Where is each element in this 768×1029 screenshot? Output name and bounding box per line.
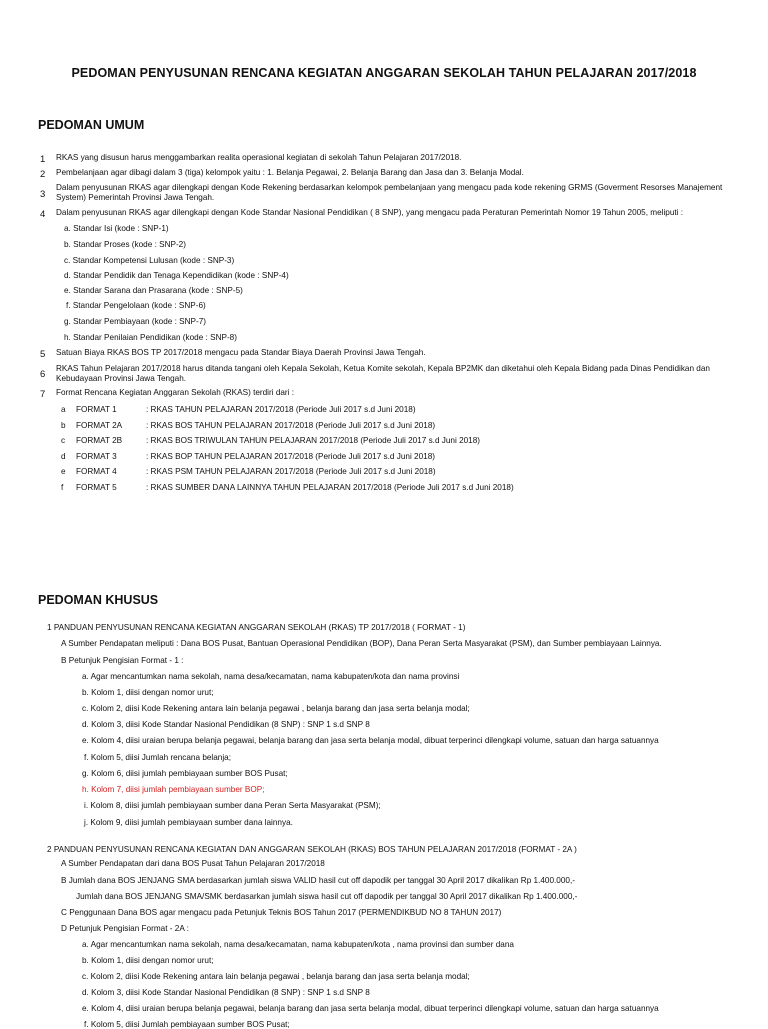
- panduan-point: C Penggunaan Dana BOS agar mengacu pada Petunjuk Teknis BOS Tahun 2017 (PERMENDIKBUD NO 8 TAHUN 2017): [61, 908, 502, 917]
- item-text: RKAS yang disusun harus menggambarkan realita operasional kegiatan di sekolah Tahun Pelajaran 2017/2018.: [56, 153, 462, 162]
- format-name: FORMAT 2B: [76, 436, 123, 445]
- page-title: PEDOMAN PENYUSUNAN RENCANA KEGIATAN ANGGARAN SEKOLAH TAHUN PELAJARAN 2017/2018: [71, 66, 697, 80]
- format-letter: e: [61, 467, 66, 476]
- item-text: Pembelanjaan agar dibagi dalam 3 (tiga) kelompok yaitu : 1. Belanja Pegawai, 2. Belanja Barang dan Jasa dan 3. Belanja Modal.: [56, 168, 524, 177]
- step-item: a. Agar mencantumkan nama sekolah, nama desa/kecamatan, nama kabupaten/kota dan nama provinsi: [82, 672, 460, 681]
- format-name: FORMAT 3: [76, 452, 117, 461]
- item-number: 2: [40, 169, 46, 180]
- snp-item: a. Standar Isi (kode : SNP-1): [64, 224, 169, 233]
- step-item: i. Kolom 8, diisi jumlah pembiayaan sumber dana Peran Serta Masyarakat (PSM);: [84, 801, 381, 810]
- item-number: 7: [40, 389, 46, 400]
- panduan-point: A Sumber Pendapatan dari dana BOS Pusat Tahun Pelajaran 2017/2018: [61, 859, 325, 868]
- format-letter: c: [61, 436, 66, 445]
- snp-item: g. Standar Pembiayaan (kode : SNP-7): [64, 317, 206, 326]
- section-heading-umum: PEDOMAN UMUM: [38, 118, 145, 132]
- step-item: f. Kolom 5, diisi Jumlah rencana belanja;: [84, 753, 231, 762]
- panduan-point: D Petunjuk Pengisian Format - 2A :: [61, 924, 189, 933]
- step-item: b. Kolom 1, diisi dengan nomor urut;: [82, 956, 214, 965]
- panduan-point: B Petunjuk Pengisian Format - 1 :: [61, 656, 184, 665]
- snp-item: h. Standar Penilaian Pendidikan (kode : SNP-8): [64, 333, 237, 342]
- format-desc: : RKAS TAHUN PELAJARAN 2017/2018 (Periode Juli 2017 s.d Juni 2018): [146, 405, 416, 414]
- format-desc: : RKAS BOS TRIWULAN TAHUN PELAJARAN 2017/2018 (Periode Juli 2017 s.d Juni 2018): [146, 436, 481, 445]
- format-name: FORMAT 4: [76, 467, 117, 476]
- step-item: d. Kolom 3, diisi Kode Standar Nasional Pendidikan (8 SNP) : SNP 1 s.d SNP 8: [82, 988, 370, 997]
- step-item: e. Kolom 4, diisi uraian berupa belanja pegawai, belanja barang dan jasa serta belanja modal, dibuat terperinci dilengkapi volume, satuan dan harga satuannya: [82, 736, 659, 745]
- step-item: d. Kolom 3, diisi Kode Standar Nasional Pendidikan (8 SNP) : SNP 1 s.d SNP 8: [82, 720, 370, 729]
- item-number: 5: [40, 349, 46, 360]
- item-text: Dalam penyusunan RKAS agar dilengkapi dengan Kode Rekening berdasarkan kelompok pembelanjaan yang mengacu pada kode rekening GRMS (Goverment Resorses Manajement System) Pemerintah Provinsi Jawa Tengah.: [56, 183, 723, 202]
- step-item: j. Kolom 9, diisi jumlah pembiayaan sumber dana lainnya.: [84, 818, 293, 827]
- item-text: Dalam penyusunan RKAS agar dilengkapi dengan Kode Standar Nasional Pendidikan ( 8 SNP), yang mengacu pada Peraturan Pemerintah Nomor 19 Tahun 2005, meliputi :: [56, 208, 684, 217]
- format-name: FORMAT 2A: [76, 421, 123, 430]
- step-item-highlighted: h. Kolom 7, diisi jumlah pembiayaan sumber BOP;: [82, 785, 265, 794]
- snp-item: e. Standar Sarana dan Prasarana (kode : SNP-5): [64, 286, 243, 295]
- step-item: b. Kolom 1, diisi dengan nomor urut;: [82, 688, 214, 697]
- format-letter: a: [61, 405, 66, 414]
- format-letter: f: [61, 483, 64, 492]
- item-number: 4: [40, 209, 46, 220]
- item-number: 6: [40, 369, 46, 380]
- step-item: c. Kolom 2, diisi Kode Rekening antara lain belanja pegawai , belanja barang dan jasa serta belanja modal;: [82, 972, 470, 981]
- panduan-point: B Jumlah dana BOS JENJANG SMA berdasarkan jumlah siswa VALID hasil cut off dapodik per tanggal 30 April 2017 dikalikan Rp 1.400.000,-: [61, 876, 575, 885]
- step-item: e. Kolom 4, diisi uraian berupa belanja pegawai, belanja barang dan jasa serta belanja modal, dibuat terperinci dilengkapi volume, satuan dan harga satuannya: [82, 1004, 659, 1013]
- snp-item: f. Standar Pengelolaan (kode : SNP-6): [66, 301, 206, 310]
- snp-item: d. Standar Pendidik dan Tenaga Kependidikan (kode : SNP-4): [64, 271, 289, 280]
- format-desc: : RKAS BOP TAHUN PELAJARAN 2017/2018 (Periode Juli 2017 s.d Juni 2018): [146, 452, 435, 461]
- step-item: c. Kolom 2, diisi Kode Rekening antara lain belanja pegawai , belanja barang dan jasa serta belanja modal;: [82, 704, 470, 713]
- format-name: FORMAT 5: [76, 483, 117, 492]
- item-text: RKAS Tahun Pelajaran 2017/2018 harus ditanda tangani oleh Kepala Sekolah, Ketua Komite sekolah, Kepala BP2MK dan diketahui oleh Kepala Bidang pada Dinas Pendidikan dan Kebudayaan Provinsi Jawa Tengah.: [56, 364, 710, 383]
- format-desc: : RKAS PSM TAHUN PELAJARAN 2017/2018 (Periode Juli 2017 s.d Juni 2018): [146, 467, 436, 476]
- format-desc: : RKAS SUMBER DANA LAINNYA TAHUN PELAJARAN 2017/2018 (Periode Juli 2017 s.d Juni 2018): [146, 483, 514, 492]
- snp-item: c. Standar Kompetensi Lulusan (kode : SNP-3): [64, 256, 235, 265]
- panduan-point: A Sumber Pendapatan meliputi : Dana BOS Pusat, Bantuan Operasional Pendidikan (BOP), Dana Peran Serta Masyarakat (PSM), dan Sumber pembiayaan Lainnya.: [61, 639, 662, 648]
- section-heading-khusus: PEDOMAN KHUSUS: [38, 593, 159, 607]
- item-number: 3: [40, 189, 46, 200]
- item-number: 1: [40, 154, 46, 165]
- format-letter: b: [61, 421, 66, 430]
- step-item: f. Kolom 5, diisi Jumlah pembiayaan sumber BOS Pusat;: [84, 1020, 290, 1029]
- step-item: g. Kolom 6, diisi jumlah pembiayaan sumber BOS Pusat;: [82, 769, 288, 778]
- item-text: Format Rencana Kegiatan Anggaran Sekolah (RKAS) terdiri dari :: [56, 388, 295, 397]
- panduan-title: 2 PANDUAN PENYUSUNAN RENCANA KEGIATAN DAN ANGGARAN SEKOLAH (RKAS) BOS TAHUN PELAJARAN 2017/2018 (FORMAT - 2A ): [47, 845, 577, 854]
- panduan-title: 1 PANDUAN PENYUSUNAN RENCANA KEGIATAN ANGGARAN SEKOLAH (RKAS) TP 2017/2018 ( FORMAT - 1): [47, 623, 466, 632]
- panduan-point: Jumlah dana BOS JENJANG SMA/SMK berdasarkan jumlah siswa hasil cut off dapodik per tanggal 30 April 2017 dikalikan Rp 1.400.000,-: [76, 892, 578, 901]
- format-letter: d: [61, 452, 66, 461]
- format-name: FORMAT 1: [76, 405, 117, 414]
- format-desc: : RKAS BOS TAHUN PELAJARAN 2017/2018 (Periode Juli 2017 s.d Juni 2018): [146, 421, 436, 430]
- snp-item: b. Standar Proses (kode : SNP-2): [64, 240, 186, 249]
- step-item: a. Agar mencantumkan nama sekolah, nama desa/kecamatan, nama kabupaten/kota , nama provinsi dan sumber dana: [82, 940, 514, 949]
- item-text: Satuan Biaya RKAS BOS TP 2017/2018 mengacu pada Standar Biaya Daerah Provinsi Jawa Tengah.: [56, 348, 426, 357]
